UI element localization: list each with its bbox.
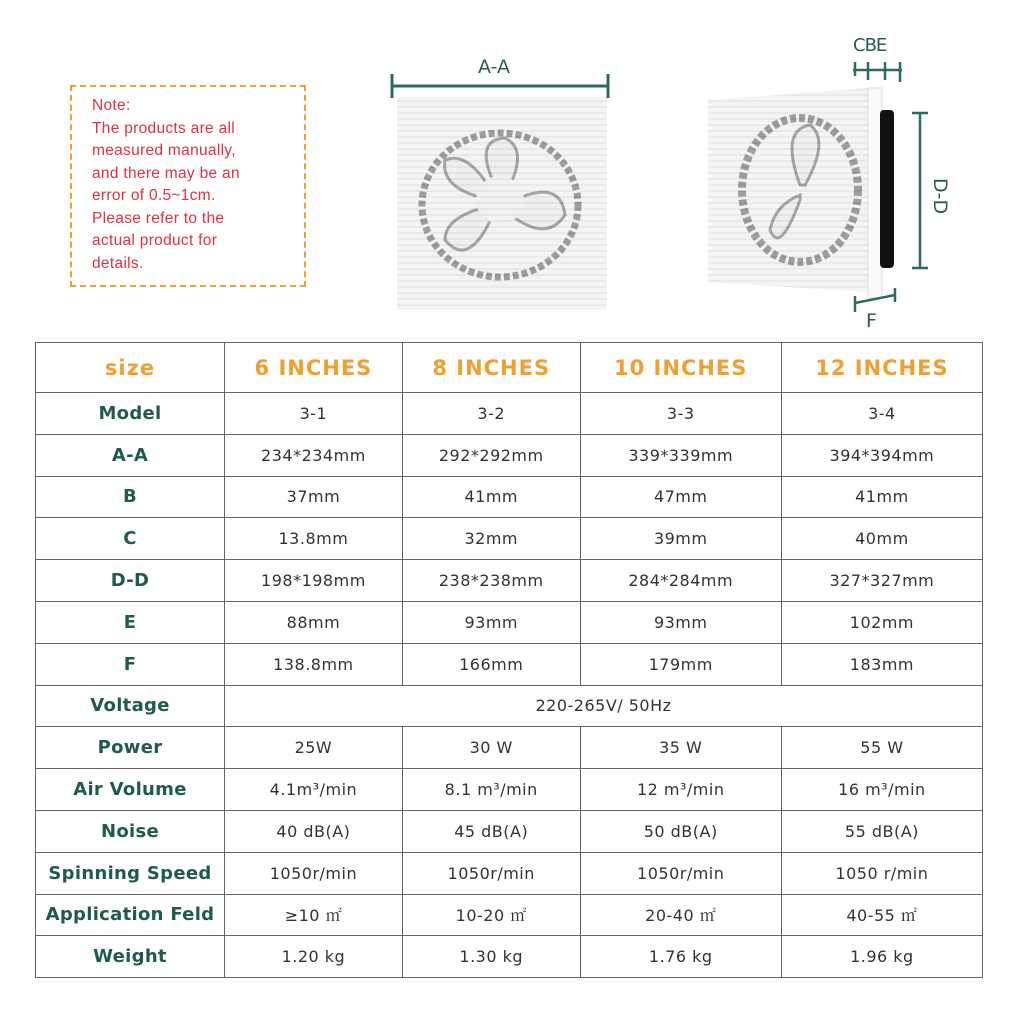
table-cell: 50 dB(A) [580, 810, 781, 852]
table-cell: 16 m³/min [781, 769, 982, 811]
table-cell: 40mm [781, 518, 982, 560]
table-cell: 32mm [402, 518, 580, 560]
table-cell: 1050 r/min [781, 852, 982, 894]
table-row [36, 643, 983, 685]
size-label: size [36, 343, 225, 393]
note-line: measured manually, [92, 142, 236, 159]
table-cell: 102mm [781, 601, 982, 643]
table-cell: 292*292mm [402, 434, 580, 476]
table-cell: 25W [225, 727, 403, 769]
table-row [36, 434, 983, 476]
table-cell: 39mm [580, 518, 781, 560]
row-label: Application Feld [36, 894, 225, 936]
cbe-dimension-lines [853, 62, 902, 82]
table-cell: 88mm [225, 601, 403, 643]
row-label: Power [36, 727, 225, 769]
table-row [36, 393, 983, 435]
table-cell: 183mm [781, 643, 982, 685]
spec-table [35, 342, 983, 978]
note-line: details. [92, 254, 144, 272]
row-label: E [36, 601, 225, 643]
table-cell: 1050r/min [402, 852, 580, 894]
table-row [36, 601, 983, 643]
table-cell: 20-40 ㎡ [580, 894, 781, 936]
size-header: 12 INCHES [781, 343, 982, 393]
front-fan-image [397, 97, 607, 310]
table-cell: 3-4 [781, 393, 982, 435]
table-cell: 12 m³/min [580, 769, 781, 811]
row-label: Spinning Speed [36, 852, 225, 894]
table-cell: 55 W [781, 727, 982, 769]
d-d-label: D-D [929, 178, 951, 215]
table-cell: 394*394mm [781, 434, 982, 476]
row-label: Noise [36, 810, 225, 852]
table-cell: 179mm [580, 643, 781, 685]
cbe-label: CBE [853, 35, 887, 56]
size-header: 10 INCHES [580, 343, 781, 393]
note-line: Please refer to the [92, 209, 225, 227]
table-cell: 3-2 [402, 393, 580, 435]
table-cell: 1.96 kg [781, 936, 982, 978]
row-label: C [36, 518, 225, 560]
table-cell: 1050r/min [580, 852, 781, 894]
table-row [36, 810, 983, 852]
table-cell: 198*198mm [225, 560, 403, 602]
table-row [36, 685, 983, 727]
f-label: F [866, 310, 877, 332]
table-cell: 45 dB(A) [402, 810, 580, 852]
table-cell: 1.76 kg [580, 936, 781, 978]
table-cell: 93mm [402, 601, 580, 643]
table-cell: 47mm [580, 476, 781, 518]
table-cell: 166mm [402, 643, 580, 685]
size-header: 8 INCHES [402, 343, 580, 393]
note-line: and there may be an [92, 164, 240, 182]
note-line: error of 0.5~1cm. [92, 187, 216, 204]
table-row [36, 560, 983, 602]
note-line: actual product for [92, 232, 218, 249]
table-row [36, 476, 983, 518]
table-row [36, 936, 983, 978]
table-cell: 138.8mm [225, 643, 403, 685]
row-label: Voltage [36, 685, 225, 727]
table-cell: 234*234mm [225, 434, 403, 476]
d-d-dimension-line [912, 113, 928, 268]
note-line: Note: [92, 97, 131, 114]
table-cell: 10-20 ㎡ [402, 894, 580, 936]
table-row [36, 894, 983, 936]
table-cell: 284*284mm [580, 560, 781, 602]
table-cell: 3-3 [580, 393, 781, 435]
table-cell: 93mm [580, 601, 781, 643]
table-cell: 3-1 [225, 393, 403, 435]
table-cell: 4.1m³/min [225, 769, 403, 811]
table-cell: 8.1 m³/min [402, 769, 580, 811]
table-cell: 1.30 kg [402, 936, 580, 978]
table-cell: ≥10 ㎡ [225, 894, 403, 936]
table-cell: 1.20 kg [225, 936, 403, 978]
table-cell: 13.8mm [225, 518, 403, 560]
row-label: B [36, 476, 225, 518]
table-cell: 41mm [781, 476, 982, 518]
table-cell: 339*339mm [580, 434, 781, 476]
table-cell: 1050r/min [225, 852, 403, 894]
table-cell: 40 dB(A) [225, 810, 403, 852]
table-row [36, 727, 983, 769]
table-row [36, 852, 983, 894]
table-row [36, 769, 983, 811]
row-label: F [36, 643, 225, 685]
row-label: Air Volume [36, 769, 225, 811]
row-label: Model [36, 393, 225, 435]
table-cell: 35 W [580, 727, 781, 769]
size-header: 6 INCHES [225, 343, 403, 393]
merged-cell: 220-265V/ 50Hz [225, 685, 983, 727]
table-cell: 327*327mm [781, 560, 982, 602]
row-label: D-D [36, 560, 225, 602]
table-cell: 41mm [402, 476, 580, 518]
row-label: Weight [36, 936, 225, 978]
table-cell: 30 W [402, 727, 580, 769]
table-cell: 40-55 ㎡ [781, 894, 982, 936]
note-line: The products are all [92, 119, 235, 137]
side-fan-image [708, 88, 894, 298]
table-cell: 238*238mm [402, 560, 580, 602]
table-header-row [36, 343, 983, 393]
row-label: A-A [36, 434, 225, 476]
table-cell: 37mm [225, 476, 403, 518]
table-row [36, 518, 983, 560]
a-a-label: A-A [478, 56, 511, 78]
table-cell: 55 dB(A) [781, 810, 982, 852]
